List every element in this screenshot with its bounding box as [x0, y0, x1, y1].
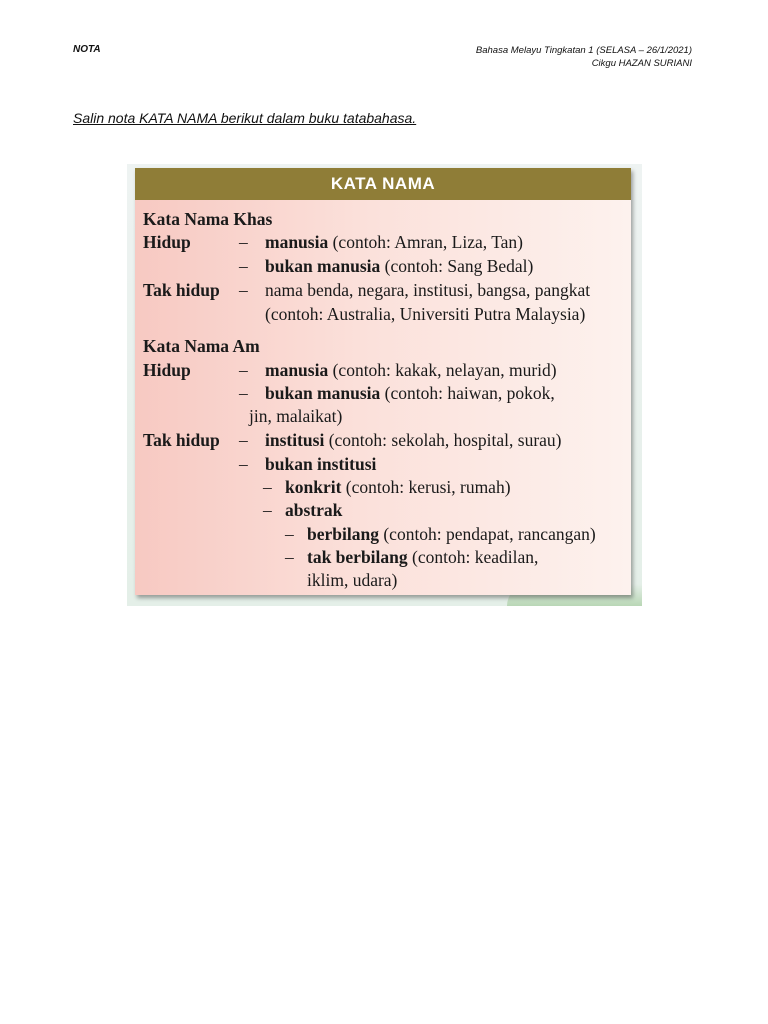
dash: –: [239, 430, 248, 450]
am-abstrak: abstrak: [285, 500, 343, 520]
header-nota: NOTA: [73, 44, 101, 55]
am-institusi-example: (contoh: sekolah, hospital, surau): [324, 430, 562, 450]
dash: –: [239, 360, 248, 380]
am-institusi-line: [265, 429, 562, 451]
am-berbilang: berbilang: [307, 524, 379, 544]
am-takhidup-label: Tak hidup: [143, 430, 220, 450]
khas-bukan-manusia-line: [265, 255, 533, 277]
am-berbilang-line: [307, 523, 596, 545]
khas-heading: Kata Nama Khas: [143, 209, 273, 229]
khas-takhidup-example: (contoh: Australia, Universiti Putra Malaysia): [265, 304, 586, 324]
am-bukan-manusia-example: (contoh: haiwan, pokok,: [380, 383, 555, 403]
khas-manusia-example: (contoh: Amran, Liza, Tan): [328, 232, 524, 252]
am-manusia: manusia: [265, 360, 329, 380]
dash: –: [239, 232, 248, 252]
am-konkrit: konkrit: [285, 477, 342, 497]
panel-title: KATA NAMA: [135, 168, 631, 200]
am-bukan-manusia: bukan manusia: [265, 383, 381, 403]
am-bukan-institusi: bukan institusi: [265, 454, 377, 474]
khas-bukan-manusia-example: (contoh: Sang Bedal): [380, 256, 534, 276]
khas-manusia: manusia: [265, 232, 329, 252]
am-konkrit-line: [285, 476, 511, 498]
am-manusia-line: [265, 359, 557, 381]
dash: –: [239, 383, 248, 403]
header-teacher-line: Cikgu HAZAN SURIANI: [591, 58, 692, 69]
dash: –: [285, 547, 294, 567]
header-course-line: Bahasa Melayu Tingkatan 1 (SELASA – 26/1/2021): [475, 45, 692, 56]
am-manusia-example: (contoh: kakak, nelayan, murid): [328, 360, 557, 380]
khas-takhidup-text: nama benda, negara, institusi, bangsa, pangkat: [265, 280, 591, 300]
am-institusi: institusi: [265, 430, 325, 450]
dash: –: [239, 454, 248, 474]
instruction-text: Salin nota KATA NAMA berikut dalam buku tatabahasa.: [73, 110, 417, 126]
am-tak-berbilang-example-cont: iklim, udara): [307, 570, 398, 590]
am-tak-berbilang-line: [307, 546, 538, 568]
am-bukan-manusia-example-cont: jin, malaikat): [249, 406, 343, 426]
khas-manusia-line: [265, 231, 523, 253]
dash: –: [285, 524, 294, 544]
dash: –: [263, 477, 272, 497]
am-berbilang-example: (contoh: pendapat, rancangan): [378, 524, 596, 544]
khas-takhidup-label: Tak hidup: [143, 280, 220, 300]
khas-hidup-label: Hidup: [143, 232, 191, 252]
kata-nama-figure: [127, 164, 642, 606]
am-hidup-label: Hidup: [143, 360, 191, 380]
dash: –: [239, 256, 248, 276]
header-course-info: [476, 44, 692, 70]
am-heading: Kata Nama Am: [143, 336, 260, 356]
am-bukan-manusia-line: [265, 382, 555, 404]
dash: –: [263, 500, 272, 520]
am-konkrit-example: (contoh: kerusi, rumah): [341, 477, 511, 497]
am-tak-berbilang-example: (contoh: keadilan,: [407, 547, 539, 567]
dash: –: [239, 280, 248, 300]
khas-bukan-manusia: bukan manusia: [265, 256, 381, 276]
am-tak-berbilang: tak berbilang: [307, 547, 408, 567]
kata-nama-panel: [135, 168, 631, 595]
